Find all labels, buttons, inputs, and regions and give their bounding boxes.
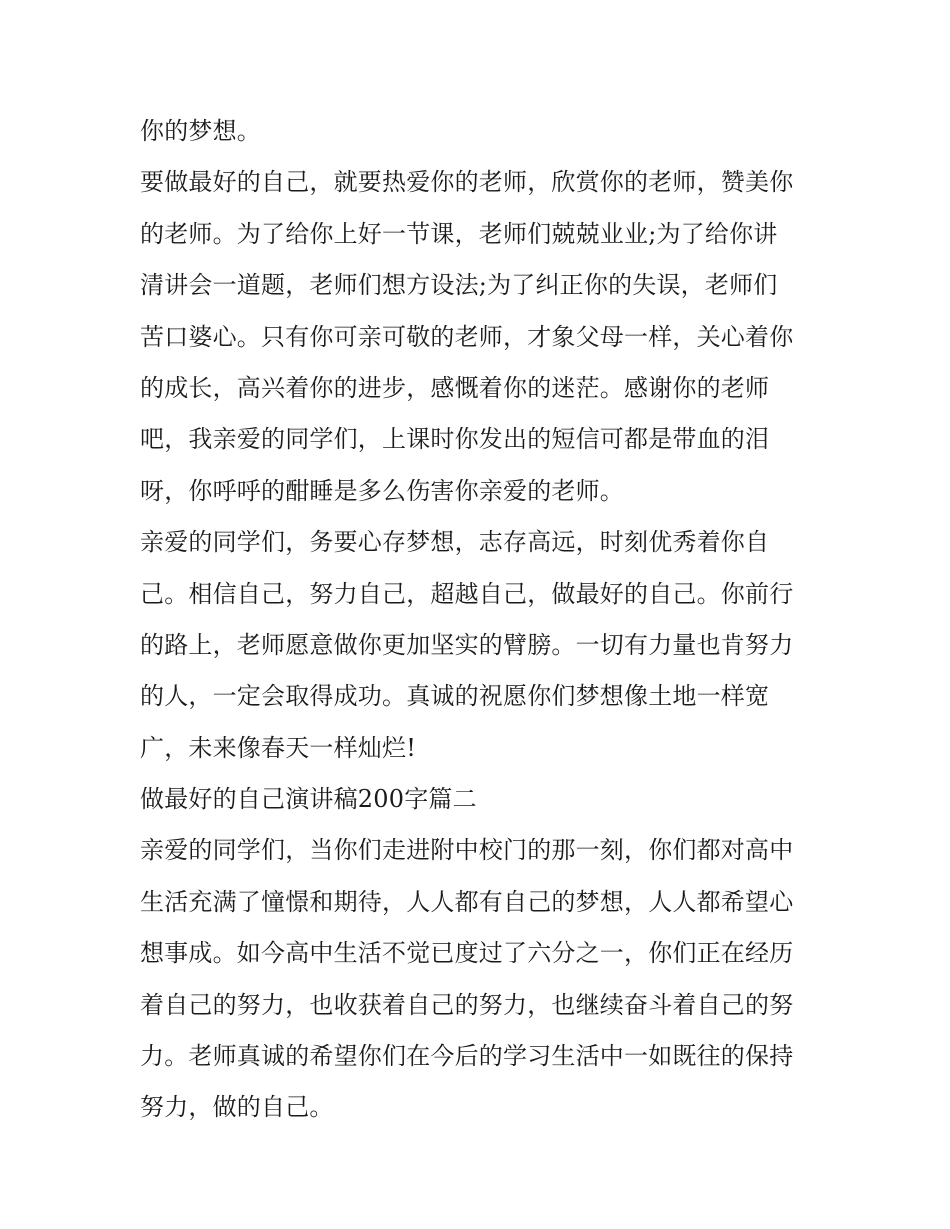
text-line: 广，未来像春天一样灿烂! (140, 733, 417, 762)
text-line: 亲爱的同学们，务要心存梦想，志存高远，时刻优秀着你自 (140, 528, 770, 557)
document-body (140, 106, 820, 1134)
text-line: 吧，我亲爱的同学们，上课时你发出的短信可都是带血的泪 (140, 425, 770, 454)
text-line: 着自己的努力，也收获着自己的努力，也继续奋斗着自己的努 (140, 990, 794, 1019)
text-line: 生活充满了憧憬和期待，人人都有自己的梦想，人人都希望心 (140, 887, 794, 916)
text-line: 的路上，老师愿意做你更加坚实的臂膀。一切有力量也肯努力 (140, 630, 794, 659)
text-line: 力。老师真诚的希望你们在今后的学习生活中一如既往的保持 (140, 1042, 794, 1071)
text-line: 努力，做的自己。 (140, 1093, 334, 1122)
text-line: 苦口婆心。只有你可亲可敬的老师，才象父母一样，关心着你 (140, 322, 794, 351)
text-line: 的老师。为了给你上好一节课，老师们兢兢业业;为了给你讲 (140, 219, 778, 248)
text-line: 呀，你呼呼的酣睡是多么伤害你亲爱的老师。 (140, 476, 624, 505)
text-line: 清讲会一道题，老师们想方设法;为了纠正你的失误，老师们 (140, 271, 778, 300)
text-line: 你的梦想。 (140, 117, 261, 145)
text-line: 的成长，高兴着你的进步，感慨着你的迷茫。感谢你的老师 (140, 373, 770, 402)
text-line: 要做最好的自己，就要热爱你的老师，欣赏你的老师，赞美你 (140, 168, 794, 197)
text-line: 的人，一定会取得成功。真诚的祝愿你们梦想像土地一样宽 (140, 682, 770, 711)
text-line: 亲爱的同学们，当你们走进附中校门的那一刻，你们都对高中 (140, 836, 794, 865)
section-heading: 做最好的自己演讲稿200字篇二 (140, 785, 477, 814)
text-line: 己。相信自己，努力自己，超越自己，做最好的自己。你前行 (140, 579, 794, 608)
text-line: 想事成。如今高中生活不觉已度过了六分之一，你们正在经历 (140, 939, 794, 968)
